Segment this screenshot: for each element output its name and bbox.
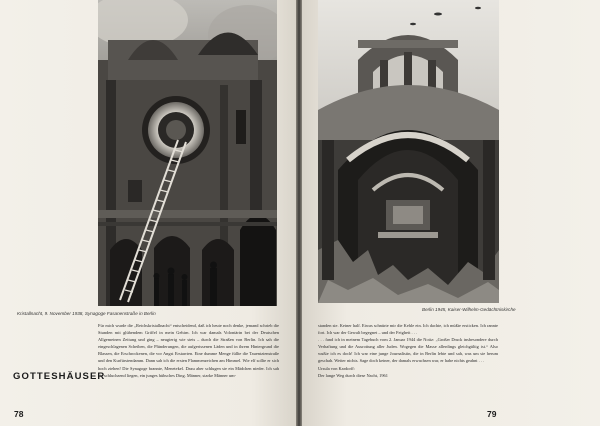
quote-source: Der lange Weg durch diese Nacht, 1961 [318,372,388,378]
left-photo-caption: Kristallnacht, 9. November 1938, Synagoge Fasanenstraße in Berlin [17,311,156,316]
right-photo-caption: Berlin 1945, Kaiser-Wilhelm-Gedächtniskirche [422,307,516,312]
left-paragraph: Für mich wurde die „Reichskristallnacht“ entscheidend, daß ich heute noch denke, jemand schrieb die Stunden mit glühendem Griffel in mein Gehirn. Ich war damals Volontärin bei der Deutschen Allgemeinen Zeitung und ging – neugierig wie stets – durch die Straßen von Berlin. Ich sah die eingeschlagenen Scheiben, die Plünderungen, die aufgerissenen Läden und in ihrem Hintergrund die Blassen, die Erschrockenen, die vor Angst Erstarrten. Eine dumme Menge füllte die Tauentzienstraße und den Kurfürstendamm. Dann sah ich die ersten Flammenzeichen am Himmel. Wie elf sollte er sich hoch ziehen! Die Synagoge brannte, Menetekel. Dazu aber schlugen sie ein Mädchen nieder. Ich sah sie schluchzend liegen, ein junges hübsches Ding. Männer, starke Männer um- [98,323,279,378]
right-page-number: 79 [487,409,497,419]
ruined-church-photo [318,0,499,303]
synagogue-fire-photo [98,0,277,306]
right-paragraph: . . . fand ich in meinem Tagebuch vom 2. Januar 1944 die Notiz: „Großer Druck insbesondere durch Verhaftung und die Ausrottung aller Juden. Wogegen die Masse allerdings gleichgültig ist.“ Also wußte ich es doch! Ich war eine junge Journalistin, die in Berlin lebte und sah, was um sie herum geschah. Weiter nichts. Sage doch keiner, der damals erwachsen war, er habe nichts geahnt . . . [318,337,498,364]
left-page [0,0,296,426]
quote-author: Ursula von Kardorff: [318,365,355,371]
left-body-text [98,322,279,379]
right-paragraph: standen sie. Keiner half. Etwas schnürte mir die Kehle ein. Ich dachte, ich müßte ersticken. Ich rannte fort. Ich war der Gewalt begegnet – und der Feigheit . . . [318,323,498,336]
left-page-number: 78 [14,409,24,419]
right-body-text [318,322,498,379]
section-title: GOTTESHÄUSER [13,371,106,382]
